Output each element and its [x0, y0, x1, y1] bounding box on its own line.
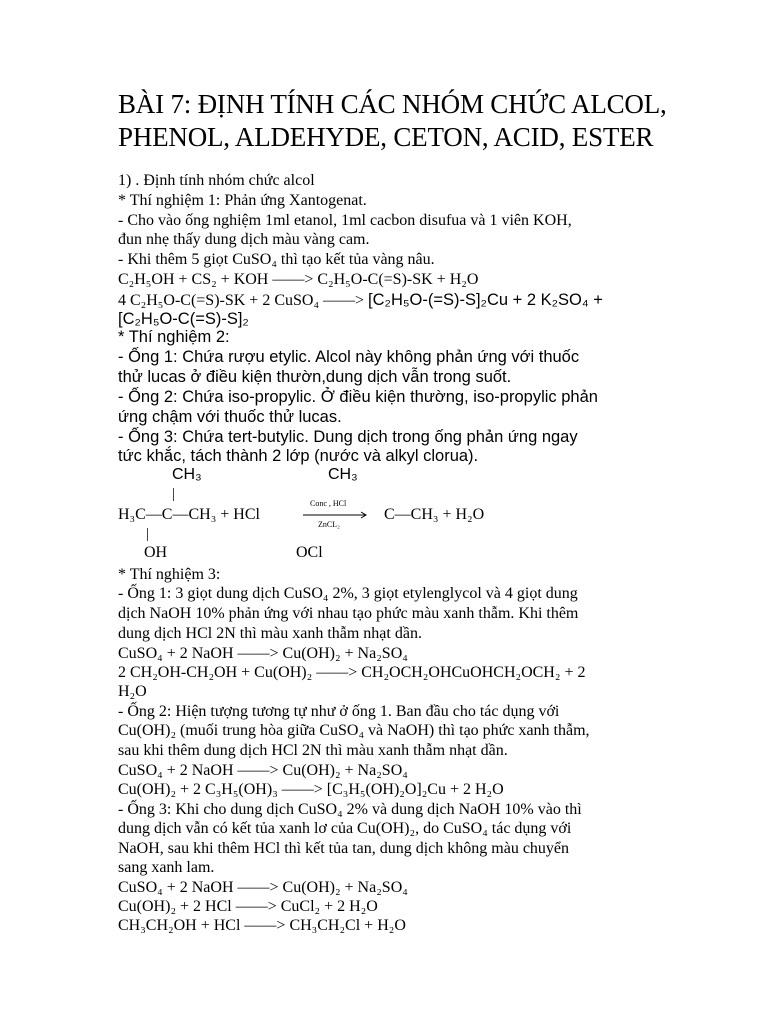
text-line: * Thí nghiệm 1: Phản ứng Xantogenat.	[118, 192, 367, 209]
arrow-condition-below: ZnCL₂	[318, 520, 340, 529]
text-line: sang xanh lam.	[118, 859, 215, 876]
text-line: 1) . Định tính nhóm chức alcol	[118, 172, 315, 189]
text-line: 2 CH₂OH-CH₂OH + Cu(OH)₂ ——> CH₂OCH₂OHCuOHCH₂OCH₂ + 2	[118, 664, 586, 681]
bond-bottom: |	[146, 526, 150, 542]
reactant-side: H₃C—C—CH₃ + HCl	[118, 506, 260, 523]
title-line-1: BÀI 7: ĐỊNH TÍNH CÁC NHÓM CHỨC ALCOL,	[118, 89, 667, 119]
text-line: dịch NaOH 10% phản ứng với nhau tạo phức màu xanh thẫm. Khi thêm	[118, 605, 579, 622]
text-line: Cu(OH)₂ + 2 C₃H₅(OH)₃ ——> [C₃H₅(OH)₂O]₂Cu + 2 H₂O	[118, 781, 504, 798]
text-line: CuSO₄ + 2 NaOH ——> Cu(OH)₂ + Na₂SO₄	[118, 645, 408, 662]
text-line: - Khi thêm 5 giọt CuSO₄ thì tạo kết tủa vàng nâu.	[118, 251, 435, 268]
text-line: tức khắc, tách thành 2 lớp (nước và alkyl clorua).	[118, 447, 479, 465]
methyl-group-left: CH₃	[172, 466, 202, 483]
text-line: thử lucas ở điều kiện thườn,dung dịch vẫn trong suốt.	[118, 368, 512, 386]
text-line: - Ống 1: Chứa rượu etylic. Alcol này không phản ứng với thuốc	[118, 348, 580, 366]
text-line: CuSO₄ + 2 NaOH ——> Cu(OH)₂ + Na₂SO₄	[118, 879, 408, 896]
text-line: Cu(OH)₂ (muối trung hòa giữa CuSO₄ và NaOH) thì tạo phức xanh thẫm,	[118, 722, 590, 739]
equation-part-serif: 4 C₂H₅O-C(=S)-SK + 2 CuSO₄ ——>	[118, 292, 369, 309]
hydroxyl-group: OH	[144, 544, 168, 561]
equation-part-sans: [C₂H₅O-(=S)-S]₂Cu + 2 K₂SO₄ +	[368, 291, 603, 309]
text-line: Cu(OH)₂ + 2 HCl ——> CuCl₂ + 2 H₂O	[118, 898, 378, 915]
text-line: CH₃CH₂OH + HCl ——> CH₃CH₂Cl + H₂O	[118, 917, 406, 934]
text-line: * Thí nghiệm 2:	[118, 328, 230, 346]
text-line: ứng chậm với thuốc thử lucas.	[118, 408, 342, 426]
text-line: dung dịch vẫn có kết tủa xanh lơ của Cu(OH)₂, do CuSO₄ tác dụng với	[118, 820, 572, 837]
text-line: - Ống 2: Chứa iso-propylic. Ở điều kiện thường, iso-propylic phản	[118, 388, 598, 406]
text-line: - Cho vào ống nghiệm 1ml etanol, 1ml cacbon disufua và 1 viên KOH,	[118, 212, 572, 229]
text-line: NaOH, sau khi thêm HCl thì kết tủa tan, dung dịch không màu chuyển	[118, 840, 570, 857]
equation-xantogenat-3: [C₂H₅O-C(=S)-S]₂	[118, 310, 249, 328]
bond-top: |	[172, 486, 176, 502]
page-title	[118, 88, 667, 154]
chloride-group: OCl	[296, 544, 323, 561]
title-line-2: PHENOL, ALDEHYDE, CETON, ACID, ESTER	[118, 122, 654, 152]
text-line: * Thí nghiệm 3:	[118, 566, 221, 583]
text-line: - Ống 2: Hiện tượng tương tự như ở ống 1. Ban đầu cho tác dụng với	[118, 703, 560, 720]
text-line: - Ống 3: Chứa tert-butylic. Dung dịch trong ống phản ứng ngay	[118, 428, 578, 446]
text-line: - Ống 3: Khi cho dung dịch CuSO₄ 2% và dung dịch NaOH 10% vào thì	[118, 801, 582, 818]
equation-xantogenat-1: C₂H₅OH + CS₂ + KOH ——> C₂H₅O-C(=S)-SK + H₂O	[118, 271, 479, 288]
reaction-arrow-icon	[303, 511, 369, 519]
text-line: - Ống 1: 3 giọt dung dịch CuSO₄ 2%, 3 giọt etylenglycol và 4 giọt dung	[118, 585, 578, 602]
text-line: CuSO₄ + 2 NaOH ——> Cu(OH)₂ + Na₂SO₄	[118, 762, 408, 779]
text-line: dung dịch HCl 2N thì màu xanh thẫm nhạt dần.	[118, 625, 422, 642]
product-side: C—CH₃ + H₂O	[384, 506, 485, 523]
text-line: H₂O	[118, 683, 147, 700]
arrow-condition-above: Conc , HCl	[310, 499, 347, 508]
equation-xantogenat-2	[118, 291, 603, 310]
text-line: đun nhẹ thấy dung dịch màu vàng cam.	[118, 231, 370, 248]
methyl-group-right: CH₃	[328, 466, 358, 483]
text-line: sau khi thêm dung dịch HCl 2N thì màu xanh thẫm nhạt dần.	[118, 742, 508, 759]
